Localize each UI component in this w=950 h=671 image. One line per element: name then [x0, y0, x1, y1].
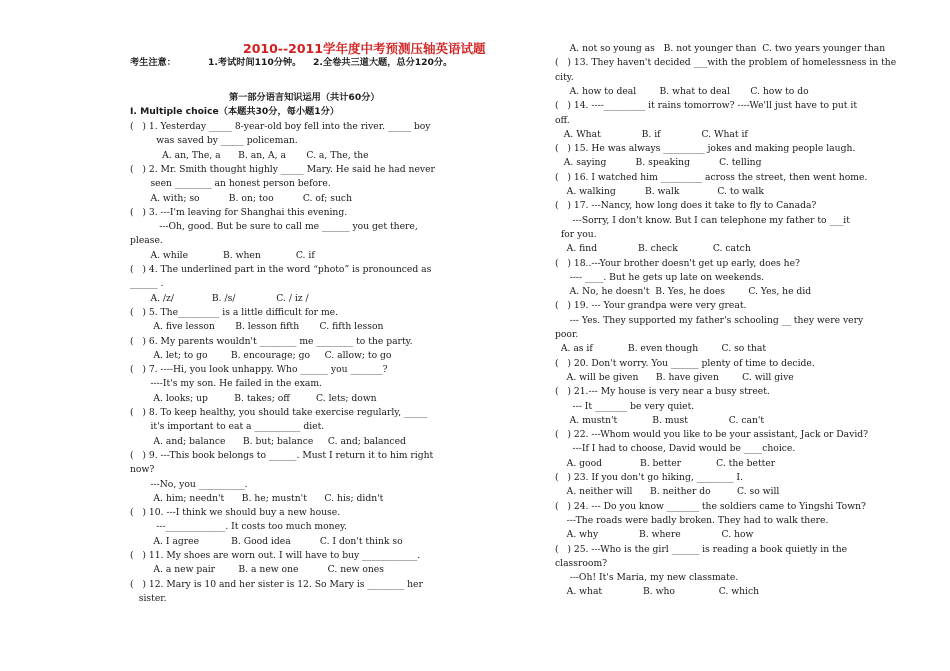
- question-line: A. neither will B. neither do C. so will: [555, 486, 780, 498]
- question-line: ( ) 5. The_________ is a little difficult for me.: [130, 306, 339, 318]
- question-line: ---Sorry, I don't know. But I can telephone my father to ___it: [555, 214, 850, 226]
- question-line: A. a new pair B. a new one C. new ones: [130, 564, 384, 576]
- question-line: --- It _______ be very quiet.: [555, 400, 695, 412]
- question-line: ( ) 8. To keep healthy, you should take exercise regularly, _____: [130, 407, 428, 418]
- question-line: ( ) 14. ----_________ it rains tomorrow? ----We'll just have to put it: [555, 100, 858, 112]
- question-line: city.: [555, 71, 574, 83]
- question-line: A. and; balance B. but; balance C. and; balanced: [130, 435, 406, 447]
- question-line: ( ) 25. ---Who is the girl ______ is reading a book quietly in the: [555, 543, 848, 555]
- question-line: --- Yes. They supported my father's schooling __ they were very: [555, 314, 864, 326]
- notice-time: 1.考试时间110分钟。: [208, 57, 302, 68]
- question-line: A. /z/ B. /s/ C. / iz /: [130, 292, 309, 304]
- question-line: please.: [130, 235, 163, 247]
- question-line: A. What B. if C. What if: [555, 128, 748, 140]
- question-line: ---_____________. It costs too much money.: [130, 521, 347, 533]
- question-line: A. looks; up B. takes; off C. lets; down: [130, 392, 377, 404]
- question-line: ( ) 11. My shoes are worn out. I will have to buy ____________.: [130, 550, 421, 561]
- question-line: poor.: [555, 329, 579, 340]
- section-heading: I. Multiple choice（本题共30分，每小题1分）: [130, 106, 340, 117]
- question-line: A. not so young as B. not younger than C. two years younger than: [555, 43, 886, 54]
- question-line: ( ) 13. They haven't decided ___with the problem of homelessness in the: [555, 57, 897, 69]
- question-line: it's important to eat a __________ diet.: [130, 421, 325, 433]
- question-line: A. good B. better C. the better: [555, 457, 776, 469]
- part-title: 第一部分语言知识运用（共计60分）: [229, 92, 380, 103]
- question-line: for you.: [555, 228, 597, 240]
- question-line: A. walking B. walk C. to walk: [555, 186, 764, 197]
- question-line: ( ) 20. Don't worry. You ______ plenty of time to decide.: [555, 357, 815, 369]
- question-line: now?: [130, 464, 155, 476]
- question-line: sister.: [130, 592, 167, 604]
- question-line: A. let; to go B. encourage; go C. allow; to go: [130, 349, 392, 361]
- question-line: A. him; needn't B. he; mustn't C. his; didn't: [130, 492, 384, 504]
- question-line: A. how to deal B. what to deal C. how to do: [555, 85, 809, 97]
- question-line: ( ) 7. ----Hi, you look unhappy. Who ______ you _______?: [130, 364, 388, 376]
- question-line: A. what B. who C. which: [555, 586, 760, 598]
- question-line: ( ) 21.--- My house is very near a busy street.: [555, 386, 770, 398]
- question-line: was saved by _____ policeman.: [130, 135, 298, 147]
- question-line: ( ) 12. Mary is 10 and her sister is 12. So Mary is ________ her: [130, 578, 423, 590]
- question-line: ---The roads were badly broken. They had to walk there.: [555, 514, 829, 526]
- question-line: A. will be given B. have given C. will give: [555, 371, 794, 383]
- question-line: off.: [555, 114, 570, 126]
- question-line: ---If I had to choose, David would be ____choice.: [555, 443, 796, 455]
- question-line: A. why B. where C. how: [555, 529, 754, 541]
- question-line: ( ) 18..---Your brother doesn't get up early, does he?: [555, 257, 800, 269]
- question-line: A. with; so B. on; too C. of; such: [130, 192, 352, 204]
- exam-title: 2010--2011学年度中考预测压轴英语试题: [243, 41, 486, 56]
- question-line: ---Oh, good. But be sure to call me ______ you get there,: [130, 221, 418, 233]
- question-line: ( ) 17. ---Nancy, how long does it take to fly to Canada?: [555, 200, 817, 212]
- question-line: ( ) 10. ---I think we should buy a new house.: [130, 507, 341, 519]
- question-line: ( ) 16. I watched him _________ across the street, then went home.: [555, 171, 868, 183]
- question-line: ---Oh! It's Maria, my new classmate.: [555, 572, 739, 584]
- question-line: A. five lesson B. lesson fifth C. fifth lesson: [130, 321, 384, 333]
- question-line: classroom?: [555, 557, 608, 569]
- question-line: A. an, The, a B. an, A, a C. a, The, the: [130, 149, 369, 161]
- question-line: A. I agree B. Good idea C. I don't think so: [130, 535, 403, 547]
- question-line: A. mustn't B. must C. can't: [555, 414, 765, 426]
- question-line: ( ) 3. ---I'm leaving for Shanghai this evening.: [130, 206, 348, 218]
- question-line: ---- ____. But he gets up late on weekends.: [555, 271, 765, 283]
- question-line: A. as if B. even though C. so that: [555, 343, 767, 355]
- question-line: A. find B. check C. catch: [555, 243, 751, 255]
- question-line: A. No, he doesn't B. Yes, he does C. Yes, he did: [555, 286, 812, 298]
- question-line: ( ) 1. Yesterday _____ 8-year-old boy fell into the river. _____ boy: [130, 121, 431, 132]
- question-line: ( ) 6. My parents wouldn't ________ me ________ to the party.: [130, 335, 413, 347]
- question-line: ______ .: [130, 278, 164, 290]
- question-line: ( ) 2. Mr. Smith thought highly _____ Mary. He said he had never: [130, 163, 435, 175]
- question-line: ( ) 19. --- Your grandpa were very great.: [555, 300, 747, 312]
- question-line: ---No, you __________.: [130, 478, 248, 490]
- question-line: ( ) 22. ---Whom would you like to be your assistant, Jack or David?: [555, 429, 869, 441]
- question-line: ( ) 9. ---This book belongs to ______. Must I return it to him right: [130, 449, 434, 461]
- question-line: seen ________ an honest person before.: [130, 178, 331, 190]
- notice-label: 考生注意：: [130, 57, 176, 68]
- question-line: ( ) 4. The underlined part in the word “photo” is pronounced as: [130, 264, 432, 275]
- question-line: ( ) 24. --- Do you know _______ the soldiers came to Yingshi Town?: [555, 500, 866, 512]
- question-line: A. while B. when C. if: [130, 249, 315, 261]
- question-line: ( ) 23. If you don't go hiking, ________ I.: [555, 472, 743, 483]
- notice-score: 2.全卷共三道大题，总分120分。: [313, 57, 453, 68]
- question-line: ----It's my son. He failed in the exam.: [130, 378, 323, 390]
- question-line: ( ) 15. He was always _________ jokes and making people laugh.: [555, 143, 856, 155]
- question-line: A. saying B. speaking C. telling: [555, 157, 762, 169]
